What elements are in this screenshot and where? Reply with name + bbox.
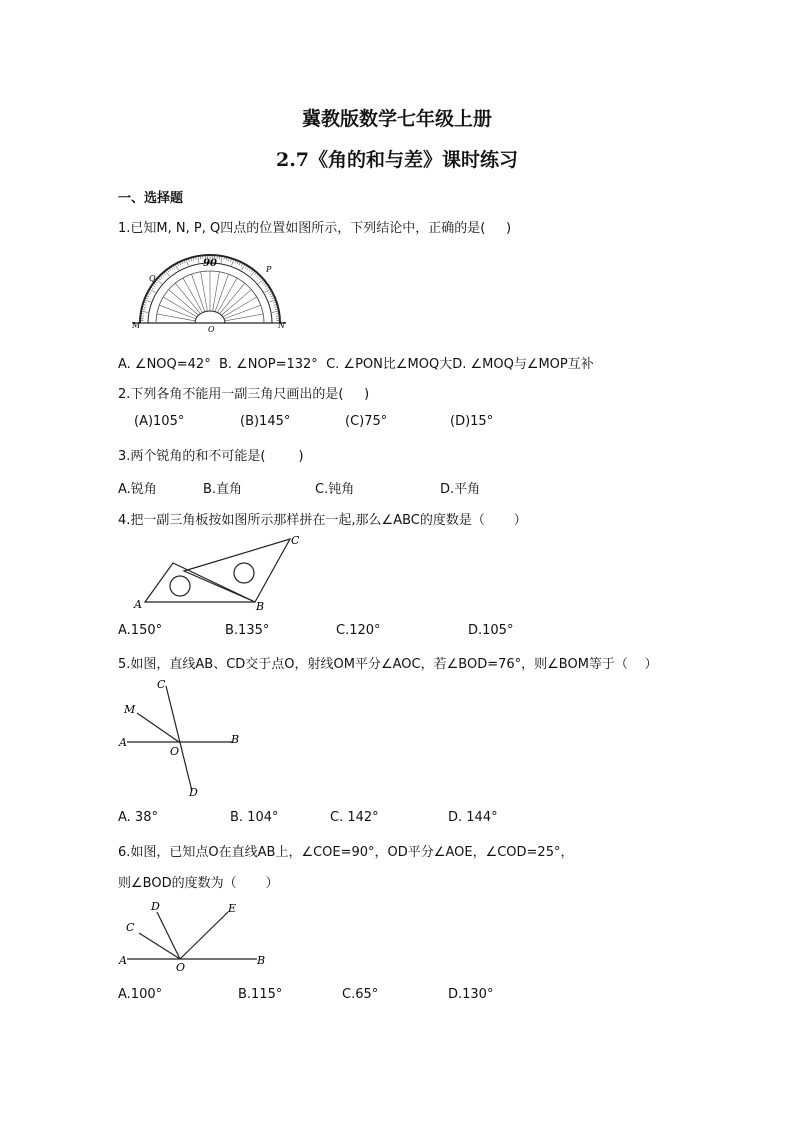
intersecting-lines-figure <box>115 676 245 801</box>
page-title: 冀教版数学七年级上册 <box>301 108 492 130</box>
protractor-tick <box>265 285 268 287</box>
triangle-rulers-figure <box>130 532 305 614</box>
point-o-label: O <box>170 745 180 758</box>
protractor-ray <box>157 314 195 321</box>
protractor-tick <box>144 300 151 302</box>
protractor-tick <box>161 274 163 277</box>
protractor-tick <box>169 268 171 271</box>
point-a-label: A <box>119 954 127 967</box>
question-2-option-c: (C)75° <box>345 414 388 429</box>
protractor-ray <box>183 278 203 313</box>
question-1-options: A. ∠NOQ=42° B. ∠NOP=132° C. ∠PON比∠MOQ大D. ∠MOQ与∠MOP互补 <box>118 357 594 372</box>
protractor-ray <box>215 274 228 312</box>
point-b-label: B <box>257 954 266 967</box>
protractor-ray <box>159 305 196 319</box>
protractor-tick <box>152 285 155 287</box>
question-3-option-a: A.锐角 <box>118 482 157 497</box>
protractor-figure <box>130 250 290 332</box>
question-2-option-d: (D)15° <box>450 414 494 429</box>
question-2-option-a: (A)105° <box>134 414 185 429</box>
protractor-tick <box>198 256 199 263</box>
point-b-label: B <box>256 600 265 613</box>
question-2-stem: 2.下列各角不能用一副三角尺画出的是( ) <box>118 387 370 402</box>
question-4-stem: 4.把一副三角板按如图所示那样拼在一起,那么∠ABC的度数是（ ） <box>118 513 527 528</box>
question-3-option-d: D.平角 <box>440 482 481 497</box>
point-c-label: C <box>157 678 166 691</box>
protractor-tick <box>259 277 262 279</box>
point-n-label: N <box>278 321 285 330</box>
protractor-tick <box>163 272 165 275</box>
section-heading: 一、选择题 <box>118 191 184 206</box>
question-5-option-b: B. 104° <box>230 810 279 825</box>
point-q-label: Q <box>149 274 156 283</box>
point-o-label: O <box>208 325 215 332</box>
point-a-label: A <box>134 598 142 611</box>
protractor-tick <box>167 269 169 272</box>
question-6-option-b: B.115° <box>238 987 283 1002</box>
protractor-90-label: 90 <box>203 258 217 269</box>
point-b-label: B <box>231 733 240 746</box>
protractor-tick <box>249 268 251 271</box>
question-5-option-d: D. 144° <box>448 810 498 825</box>
protractor-tick <box>272 311 279 312</box>
question-2-option-b: (B)145° <box>240 414 291 429</box>
question-5-option-c: C. 142° <box>330 810 379 825</box>
point-m-label: M <box>124 703 136 716</box>
protractor-tick <box>221 256 222 263</box>
point-m-label: M <box>132 321 141 330</box>
protractor-tick <box>266 287 269 289</box>
protractor-tick <box>254 272 256 275</box>
protractor-ray <box>218 278 238 313</box>
protractor-ray <box>213 272 220 311</box>
question-6-option-c: C.65° <box>342 987 379 1002</box>
page-subtitle: 2.7《角的和与差》课时练习 <box>275 149 519 171</box>
protractor-tick <box>262 281 265 283</box>
question-6-stem-continued: 则∠BOD的度数为（ ） <box>118 876 279 891</box>
question-1-stem: 1.已知M, N, P, Q四点的位置如图所示，下列结论中，正确的是( ) <box>118 221 512 236</box>
question-3-stem: 3.两个锐角的和不可能是( ) <box>118 449 304 464</box>
point-e-label: E <box>228 902 237 915</box>
point-c-label: C <box>126 921 135 934</box>
question-3-option-b: B.直角 <box>203 482 243 497</box>
protractor-tick <box>160 276 163 278</box>
point-p-label: P <box>266 265 272 274</box>
question-3-option-c: C.钝角 <box>315 482 355 497</box>
protractor-tick <box>264 283 267 285</box>
protractor-tick <box>256 274 258 277</box>
protractor-tick <box>158 277 161 279</box>
question-6-stem: 6.如图，已知点O在直线AB上，∠COE=90°，OD平分∠AOE，∠COD=25°， <box>118 845 574 860</box>
protractor-ray <box>225 314 263 321</box>
protractor-tick <box>141 311 148 312</box>
point-d-label: D <box>189 786 198 799</box>
protractor-tick <box>269 300 276 302</box>
point-o-label: O <box>176 961 186 973</box>
question-6-option-a: A.100° <box>118 987 163 1002</box>
protractor-ray <box>192 274 205 312</box>
protractor-ray <box>224 305 261 319</box>
point-d-label: D <box>151 900 160 913</box>
question-5-stem: 5.如图，直线AB、CD交于点O，射线OM平分∠AOC，若∠BOD=76°，则∠BOM等于（ ） <box>118 657 658 672</box>
question-5-option-a: A. 38° <box>118 810 158 825</box>
protractor-tick <box>258 276 261 278</box>
protractor-tick <box>151 287 154 289</box>
protractor-tick <box>232 259 234 266</box>
question-4-option-c: C.120° <box>336 623 381 638</box>
protractor-tick <box>186 259 188 266</box>
protractor-ray <box>223 297 257 317</box>
protractor-tick <box>153 283 156 285</box>
question-6-option-d: D.130° <box>448 987 494 1002</box>
protractor-tick <box>251 269 253 272</box>
rays-figure <box>115 898 275 973</box>
question-4-option-a: A.150° <box>118 623 163 638</box>
question-4-option-d: D.105° <box>468 623 514 638</box>
point-a-label: A <box>119 736 127 749</box>
protractor-ray <box>163 297 197 317</box>
point-c-label: C <box>291 534 300 547</box>
protractor-ray <box>201 272 208 311</box>
question-4-option-b: B.135° <box>225 623 270 638</box>
